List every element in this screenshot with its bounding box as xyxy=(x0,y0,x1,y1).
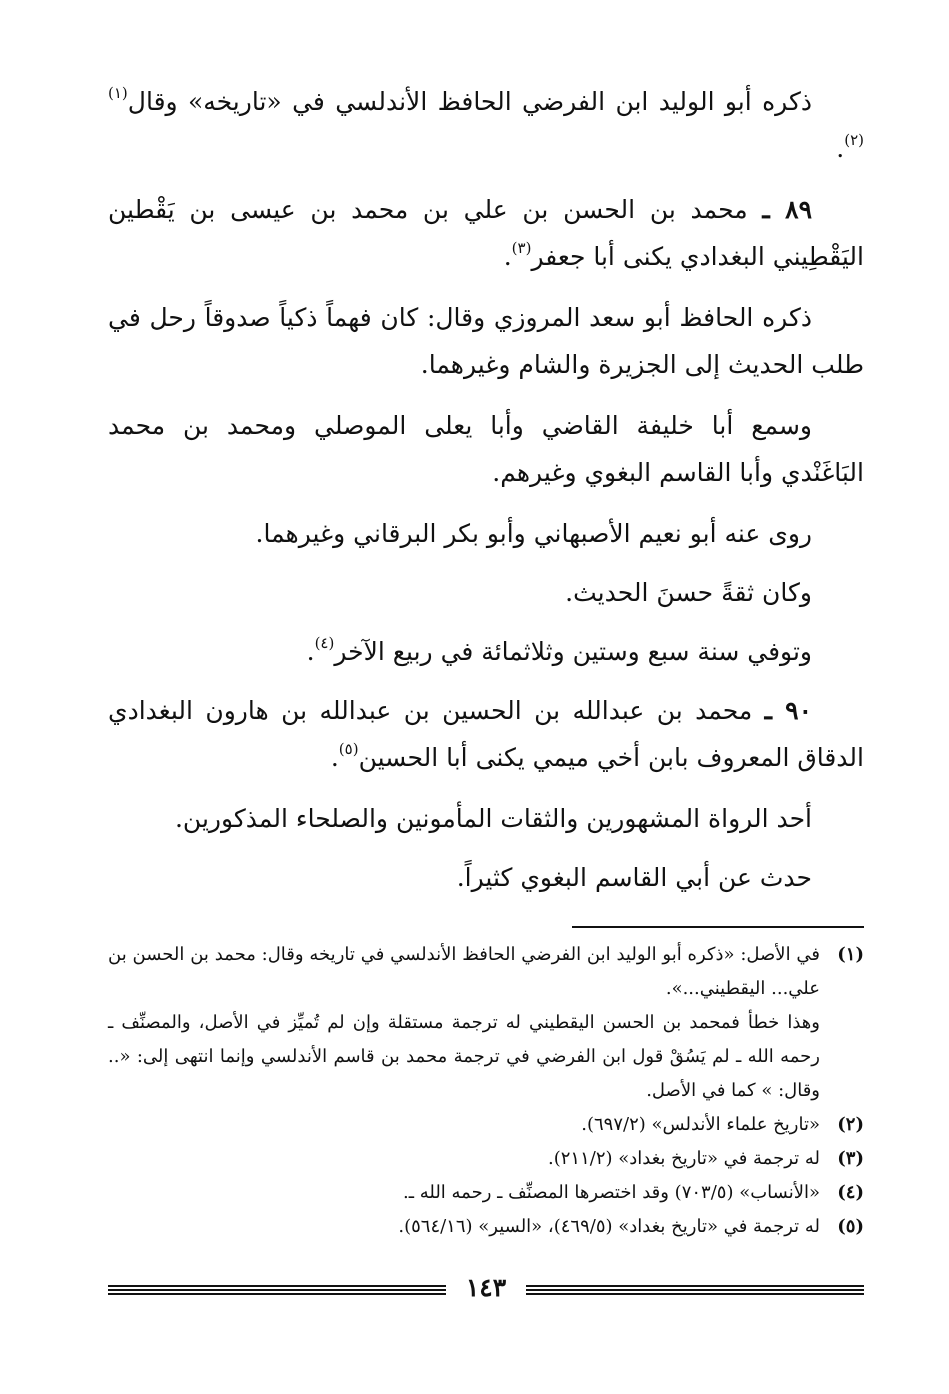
paragraph-4 xyxy=(108,402,864,496)
paragraph-end: . xyxy=(330,743,339,772)
paragraph-9 xyxy=(108,795,864,842)
footnote-3 xyxy=(108,1142,864,1176)
footnote-marker: (٣) xyxy=(837,1148,864,1169)
footnote-ref[interactable]: (٥) xyxy=(338,740,359,758)
footer-rule-right xyxy=(526,1285,864,1297)
entry-number: ٨٩ ـ xyxy=(762,195,812,224)
page-footer xyxy=(108,1275,864,1305)
footnote-line: «تاريخ علماء الأندلس» (٦٩٧/٢). xyxy=(581,1114,820,1135)
main-text xyxy=(108,78,864,913)
paragraph-text: روى عنه أبو نعيم الأصبهاني وأبو بكر البرقاني وغيرهما. xyxy=(255,519,812,548)
footnote-list xyxy=(108,938,864,1244)
paragraph-3 xyxy=(108,294,864,388)
footnote-4 xyxy=(108,1176,864,1210)
footnote-marker: (٢) xyxy=(837,1114,864,1135)
paragraph-text: ذكره الحافظ أبو سعد المروزي وقال: كان فهماً ذكياً صدوقاً رحل في طلب الحديث إلى الجزيرة والشام وغيرهما. xyxy=(108,303,864,379)
paragraph-text: محمد بن عبدالله بن الحسين بن عبدالله بن هارون البغدادي الدقاق المعروف بابن أخي ميمي يكنى أبا الحسين xyxy=(108,696,864,772)
footnote-2 xyxy=(108,1108,864,1142)
footnote-marker: (١) xyxy=(837,944,864,965)
footnote-separator xyxy=(572,926,864,928)
footnote-line: «الأنساب» (٧٠٣/٥) وقد اختصرها المصنِّف ـ رحمه الله ـ. xyxy=(403,1182,820,1203)
paragraph-10 xyxy=(108,854,864,901)
entry-90 xyxy=(108,687,864,781)
paragraph-text: وسمع أبا خليفة القاضي وأبا يعلى الموصلي ومحمد بن محمد البَاغَنْدي وأبا القاسم البغوي وغيرهم. xyxy=(108,411,864,487)
footnote-marker: (٥) xyxy=(837,1216,864,1237)
footnote-line: له ترجمة في «تاريخ بغداد» (٢١١/٢). xyxy=(548,1148,820,1169)
paragraph-6 xyxy=(108,569,864,616)
paragraph-5 xyxy=(108,510,864,557)
footnote-line: وهذا خطأ فمحمد بن الحسن اليقطيني له ترجمة مستقلة وإن لم تُميِّز في الأصل، والمصنِّف ـ رحمه الله ـ لم يَسُقْ قول ابن الفرضي في ترجمة محمد بن قاسم الأندلسي وإنما انتهى إلى: «.. وقال: » كما في الأصل. xyxy=(108,1012,820,1101)
footnote-ref[interactable]: (٤) xyxy=(314,634,335,652)
footnote-text xyxy=(108,1108,820,1142)
footnote-line: له ترجمة في «تاريخ بغداد» (٤٦٩/٥)، «السير» (٥٦٤/١٦). xyxy=(398,1216,820,1237)
footnote-text xyxy=(108,1142,820,1176)
footnote-line: في الأصل: «ذكره أبو الوليد ابن الفرضي الحافظ الأندلسي في تاريخه وقال: محمد بن الحسن بن علي... اليقطيني...». xyxy=(108,944,820,999)
paragraph-end: . xyxy=(836,134,845,163)
footnote-marker: (٤) xyxy=(837,1182,864,1203)
paragraph-text: ذكره أبو الوليد ابن الفرضي الحافظ الأندلسي في «تاريخه» وقال xyxy=(127,87,812,116)
paragraph-text: وكان ثقةً حسنَ الحديث. xyxy=(565,578,812,607)
paragraph-7 xyxy=(108,628,864,675)
paragraph-end: . xyxy=(503,242,512,271)
footnote-1 xyxy=(108,938,864,1108)
footnote-text xyxy=(108,1210,820,1244)
paragraph-end: . xyxy=(306,637,315,666)
footnote-text xyxy=(108,1176,820,1210)
entry-number: ٩٠ ـ xyxy=(764,696,813,725)
entry-89 xyxy=(108,186,864,280)
paragraph-1 xyxy=(108,78,864,172)
paragraph-text: أحد الرواة المشهورين والثقات المأمونين والصلحاء المذكورين. xyxy=(174,804,812,833)
paragraph-text: حدث عن أبي القاسم البغوي كثيراً. xyxy=(456,863,812,892)
page-number: ١٤٣ xyxy=(465,1273,507,1302)
footnote-5 xyxy=(108,1210,864,1244)
paragraph-text: وتوفي سنة سبع وستين وثلاثمائة في ربيع الآخر xyxy=(334,637,812,666)
footnote-ref[interactable]: (١)(٢) xyxy=(108,84,864,149)
footnote-ref[interactable]: (٣) xyxy=(511,239,532,257)
paragraph-text: محمد بن الحسن بن علي بن محمد بن عيسى بن يَقْطين اليَقْطِيني البغدادي يكنى أبا جعفر xyxy=(108,195,864,271)
footnote-text xyxy=(108,938,820,1108)
footer-rule-left xyxy=(108,1285,446,1297)
